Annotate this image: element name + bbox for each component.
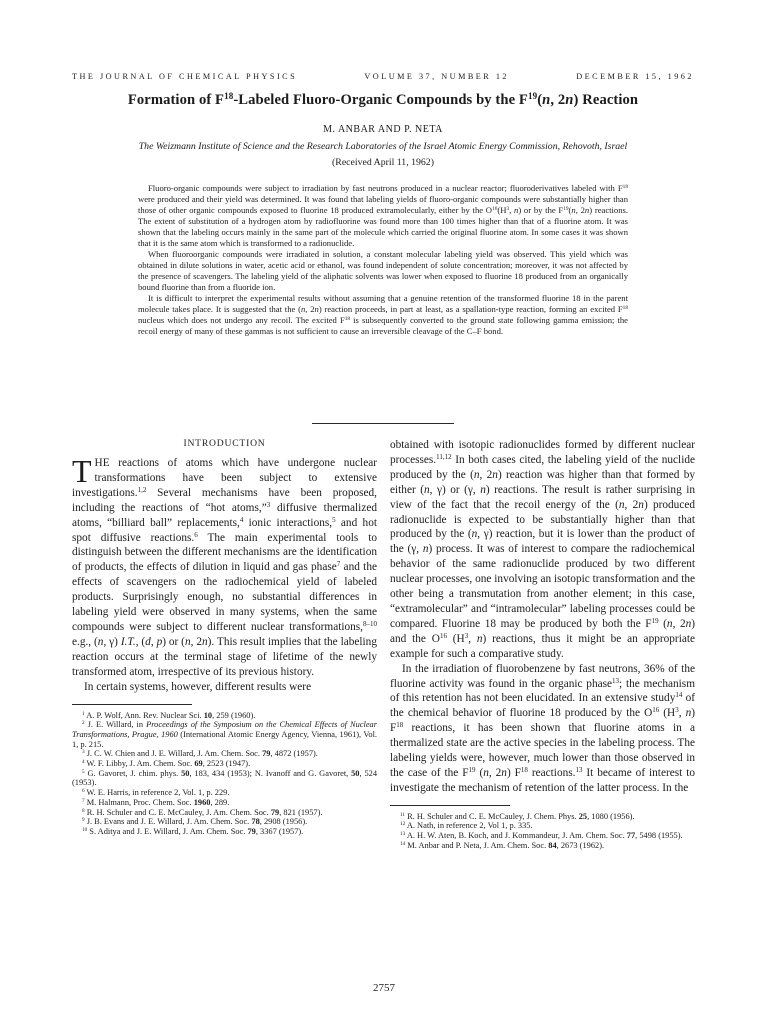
paper-title: Formation of $F^{18}$-Labeled Fluoro-Organic Compounds by the $F^{19}(n$, 2n) Reaction [127,91,639,108]
paper-authors: M. ANBAR AND P. NETA [323,124,443,135]
footnote: $^{10}$ S. Aditya and J. E. Willard, J. Am. Chem. Soc. 79, 3367 (1957). [82,826,304,836]
footnote: $^4$ W. F. Libby, J. Am. Chem. Soc. 69, 2523 (1947). [82,759,251,769]
footnote: $^{12}$ A. Nath, in reference 2, Vol 1, p. 335. [400,821,533,831]
section-heading-introduction: INTRODUCTION [183,438,266,449]
right-column-body [390,438,695,796]
footnote: $^{13}$ A. H. W. Aten, B. Koch, and J. Kommandeur, J. Am. Chem. Soc. 77, 5498 (1955). [400,831,683,841]
footnote: $^7$ M. Halmann, Proc. Chem. Soc. 1960, 289. [82,797,230,807]
footnote-divider [390,805,510,806]
abstract-paragraph: It is difficult to interpret the experimental results without assuming that a genuine retention of the transformed fluorine 18 in the parent molecule takes place. It is suggested that the (n, 2n) reaction proceeds, in part at least, as a spallation-type reaction, forming an excited $F^{18}$ nucleus which does not undergo any recoil. The excited $F^{18}$ is subsequently converted to the ground state following gamma emission; the recoil energy of many of these gammas is not sufficient to cause an irreversible cleavage of the C–F bond. [138,293,628,336]
introduction-body [72,453,377,695]
body-paragraph: In the irradiation of fluorobenzene by fast neutrons, 36% of the fluorine activity was found in the organic phase$^{13}$; the mechanism of this retention has not been elucidated. In an extensive study$^{14}$ of the chemical behavior of fluorine 18 produced by the $O^{16}$ ($H^3$, n) $F^{18}$ reactions, it has been shown that fluorine atoms in a thermalized state are the active species in the labeling process. The labeling yields were, however, much lower than those observed in the case of the $F^{19}$ (n, 2n) $F^{18}$ reactions.$^{13}$ It became of interest to investigate the mechanism of retention of the latter process. In the [390,662,696,794]
abstract-paragraph: When fluoroorganic compounds were irradiated in solution, a constant molecular labeling yield was observed. This yield which was obtained in dilute solutions in water, acetic acid or ethanol, was found independent of solute concentration; moreover, it was not affected by the presence of scavengers. The labeling yield of the aliphatic solvents was lower when exposed to fluorine 18 produced from an organically bound fluorine than from a fluoride ion. [138,249,628,292]
journal-name: THE JOURNAL OF CHEMICAL PHYSICS [72,72,298,81]
footnote: $^{14}$ M. Anbar and P. Neta, J. Am. Chem. Soc. 84, 2673 (1962). [400,840,605,850]
footnote-divider [72,704,192,705]
footnotes-right [390,812,695,851]
issue-date: DECEMBER 15, 1962 [576,72,694,81]
footnote: $^6$ W. E. Harris, in reference 2, Vol. 1, p. 229. [82,788,230,798]
volume-number: VOLUME 37, NUMBER 12 [364,72,510,81]
footnotes-left [72,711,377,837]
footnote: $^{11}$ R. H. Schuler and C. E. McCauley, J. Chem. Phys. 25, 1080 (1956). [400,811,635,821]
author-affiliation: The Weizmann Institute of Science and the Research Laboratories of the Israel Atomic Energy Commission, Rehovoth, Israel [138,141,628,152]
abstract-paragraph: Fluoro-organic compounds were subject to irradiation by fast neutrons produced in a nuclear reactor; fluoroderivatives labeled with $F^{18}$ were produced and their yield was determined. It was found that labeling yields of fluoro-organic compounds were substantially higher than those of other organic compounds exposed to fluorine 18 produced extramolecularly, either by the $O^{16}(H^3$, n) or by the $F^{19}(n$, 2n) reactions. The extent of substitution of a hydrogen atom by radiofluorine was found more than 100 times higher than that of a fluorine atom. It was shown that the labeling occurs mainly in the same part of the molecule which carried the original fluorine atom. In some cases it was shown that it is the same atom which is transformed to a radionuclide. [138,183,628,248]
footnote: $^8$ R. H. Schuler and C. E. McCauley, J. Am. Chem. Soc. 79, 821 (1957). [82,807,323,817]
running-head [72,72,694,81]
received-date: (Received April 11, 1962) [332,157,434,168]
footnote: $^1$ A. P. Wolf, Ann. Rev. Nuclear Sci. 10, 259 (1960). [82,710,256,720]
abstract-divider [312,423,454,424]
footnote: $^9$ J. B. Evans and J. E. Willard, J. Am. Chem. Soc. 78, 2908 (1956). [82,817,308,827]
page-number: 2757 [373,982,395,994]
body-paragraph: In certain systems, however, different results were [84,680,312,693]
footnote: $^5$ G. Gavoret, J. chim. phys. 50, 183, 434 (1953); N. Ivanoff and G. Gavoret, 50, 524 (1953). [72,768,378,788]
abstract [138,183,628,337]
right-column [390,438,695,851]
body-paragraph: obtained with isotopic radionuclides formed by different nuclear processes.$^{11,12}$ In both cases cited, the labeling yield of the nuclide produced by the (n, 2n) reaction was higher than that formed by either (n, γ) or (γ, n) reactions. The result is rather surprising in view of the fact that the recoil energy of the (n, 2n) produced radionuclide is expected to be substantially higher than that produced by the (n, γ) reaction, but it is lower than the product of the (γ, n) process. It was of interest to compare the radiochemical behavior of the same radionuclide produced by two different nuclear processes, one involving an isotopic transformation and the other being a transmutation from another element; in this case, “extramolecular” and “intramolecular” labeling processes could be compared. Fluorine 18 may be produced by both the $F^{19}$ (n, 2n) and the $O^{16}$ ($H^3$, n) reactions, thus it might be an appropriate example for such a comparative study. [390,439,696,660]
body-paragraph: THE reactions of atoms which have undergone nuclear transformations have been subject to extensive investigations.$^{1,2}$ Several mechanisms have been proposed, including the reactions of “hot atoms,”$^3$ diffusive thermalized atoms, “billiard ball” replacements,$^4$ ionic interactions,$^5$ and hot spot diffusive reactions.$^6$ The main experimental tools to distinguish between the different mechanisms are the identification of products, the effects of dilution in liquid and gas phase$^7$ and the effects of scavengers on the radiochemical yield of labeled products. Surprisingly enough, no substantial differences in labeling yield were observed in many systems, when the same compounds were subject to different nuclear transformations,$^{8-10}$ e.g., (n, γ) I.T., (d, p) or (n, 2n). This result implies that the labeling reaction occurs at the terminal stage of lifetime of the newly transformed atom, irrespective of its previous history. [72,453,377,678]
footnote: $^3$ J. C. W. Chien and J. E. Willard, J. Am. Chem. Soc. 79, 4872 (1957). [82,749,318,759]
left-column [72,438,377,837]
footnote: $^2$ J. E. Willard, in Proceedings of the Symposium on the Chemical Effects of Nuclear Transformations, Prague, 1960 (International Atomic Energy Agency, Vienna, 1961), Vol. 1, p. 215. [72,720,377,749]
